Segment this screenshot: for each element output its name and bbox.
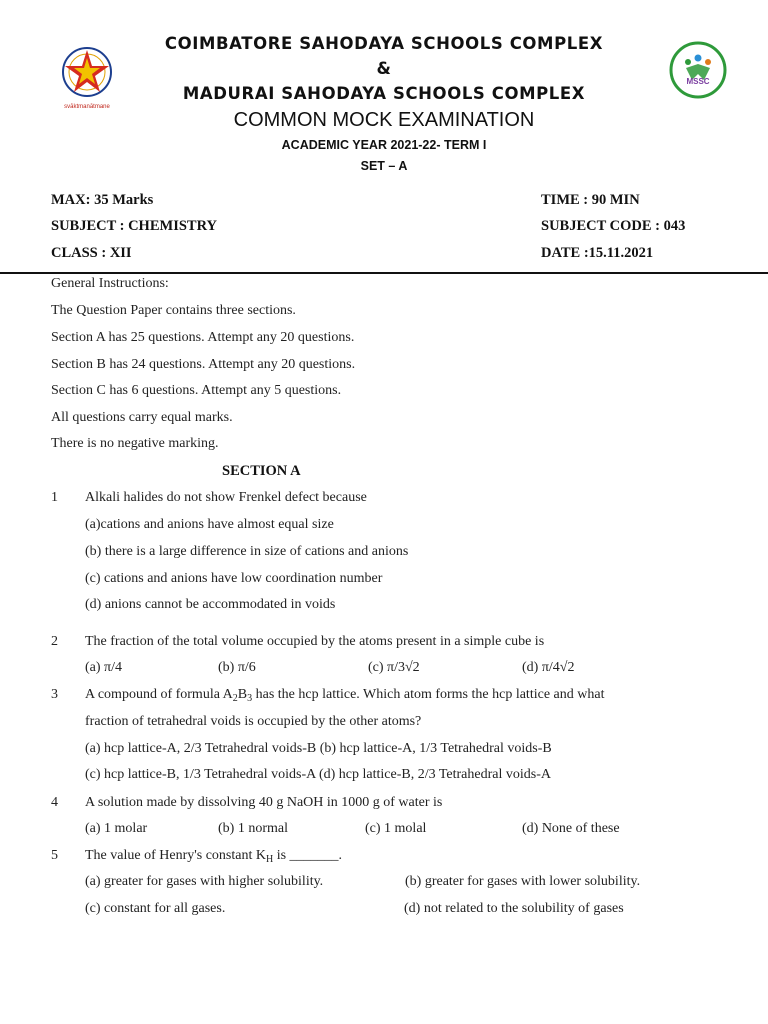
option: (d) None of these xyxy=(522,821,620,836)
option: (a) π/4 xyxy=(85,660,122,675)
subject-code: SUBJECT CODE : 043 xyxy=(541,218,686,234)
exam-time: TIME : 90 MIN xyxy=(541,192,640,208)
option: (a) 1 molar xyxy=(85,821,148,836)
option: (d) not related to the solubility of gases xyxy=(404,901,624,916)
option: (c) π/3√2 xyxy=(368,660,420,675)
question-number: 1 xyxy=(51,490,58,505)
option: (b) 1 normal xyxy=(218,821,288,836)
header-divider xyxy=(0,272,768,274)
logo-left-motto: svāktmanātmane xyxy=(64,104,110,110)
question-text: The value of Henry's constant $K_H$ is _______. xyxy=(85,848,343,865)
question-number: 3 xyxy=(51,687,58,702)
question-number: 5 xyxy=(51,848,58,863)
header-school-complex-1: COIMBATORE SAHODAYA SCHOOLS COMPLEX xyxy=(164,34,604,53)
option: (b) π/6 xyxy=(218,660,256,675)
option: (b) greater for gases with lower solubility. xyxy=(405,874,641,889)
question-text: A compound of formula $A_2B_3$ has the hcp lattice. Which atom forms the hcp lattice and what xyxy=(85,687,605,704)
option: (c) constant for all gases. xyxy=(85,901,226,916)
section-title: SECTION A xyxy=(222,463,301,479)
option: (c) 1 molal xyxy=(365,821,427,836)
option: (c) cations and anions have low coordination number xyxy=(85,571,383,586)
header-school-complex-2: MADURAI SAHODAYA SCHOOLS COMPLEX xyxy=(182,84,586,103)
question-text: Alkali halides do not show Frenkel defect because xyxy=(85,490,367,505)
instruction-line: Section C has 6 questions. Attempt any 5 questions. xyxy=(51,383,342,398)
question-text-continued: fraction of tetrahedral voids is occupied by the other atoms? xyxy=(85,714,422,729)
academic-year: ACADEMIC YEAR 2021-22- TERM I xyxy=(281,138,487,152)
option: (d) anions cannot be accommodated in voids xyxy=(85,597,336,612)
option: (b) there is a large difference in size of cations and anions xyxy=(85,544,409,559)
instructions-heading: General Instructions: xyxy=(51,276,169,291)
option: (a)cations and anions have almost equal size xyxy=(85,517,334,532)
instruction-line: The Question Paper contains three sections. xyxy=(51,303,296,318)
set-label: SET – A xyxy=(360,159,408,173)
option: (c) hcp lattice-B, 1/3 Tetrahedral voids-A (d) hcp lattice-B, 2/3 Tetrahedral voids-A xyxy=(85,767,551,782)
logo-right-text: MSSC xyxy=(686,77,710,86)
option: (d) π/4√2 xyxy=(522,660,575,675)
instruction-line: There is no negative marking. xyxy=(51,436,219,451)
question-number: 2 xyxy=(51,634,58,649)
question-text: A solution made by dissolving 40 g NaOH in 1000 g of water is xyxy=(85,795,443,810)
max-marks: MAX: 35 Marks xyxy=(51,192,154,208)
question-number: 4 xyxy=(51,795,58,810)
option: (a) greater for gases with higher solubility. xyxy=(85,874,324,889)
option: (a) hcp lattice-A, 2/3 Tetrahedral voids-B (b) hcp lattice-A, 1/3 Tetrahedral voids-B xyxy=(85,741,552,756)
question-text: The fraction of the total volume occupied by the atoms present in a simple cube is xyxy=(85,634,545,649)
class: CLASS : XII xyxy=(51,245,132,261)
exam-date: DATE :15.11.2021 xyxy=(541,245,654,261)
exam-title: COMMON MOCK EXAMINATION xyxy=(233,109,535,131)
instruction-line: Section B has 24 questions. Attempt any 20 questions. xyxy=(51,357,356,372)
coimbatore-sahodaya-logo xyxy=(52,44,122,114)
subject: SUBJECT : CHEMISTRY xyxy=(51,218,218,234)
header-ampersand: & xyxy=(376,59,392,78)
instruction-line: All questions carry equal marks. xyxy=(51,410,233,425)
instruction-line: Section A has 25 questions. Attempt any 20 questions. xyxy=(51,330,355,345)
